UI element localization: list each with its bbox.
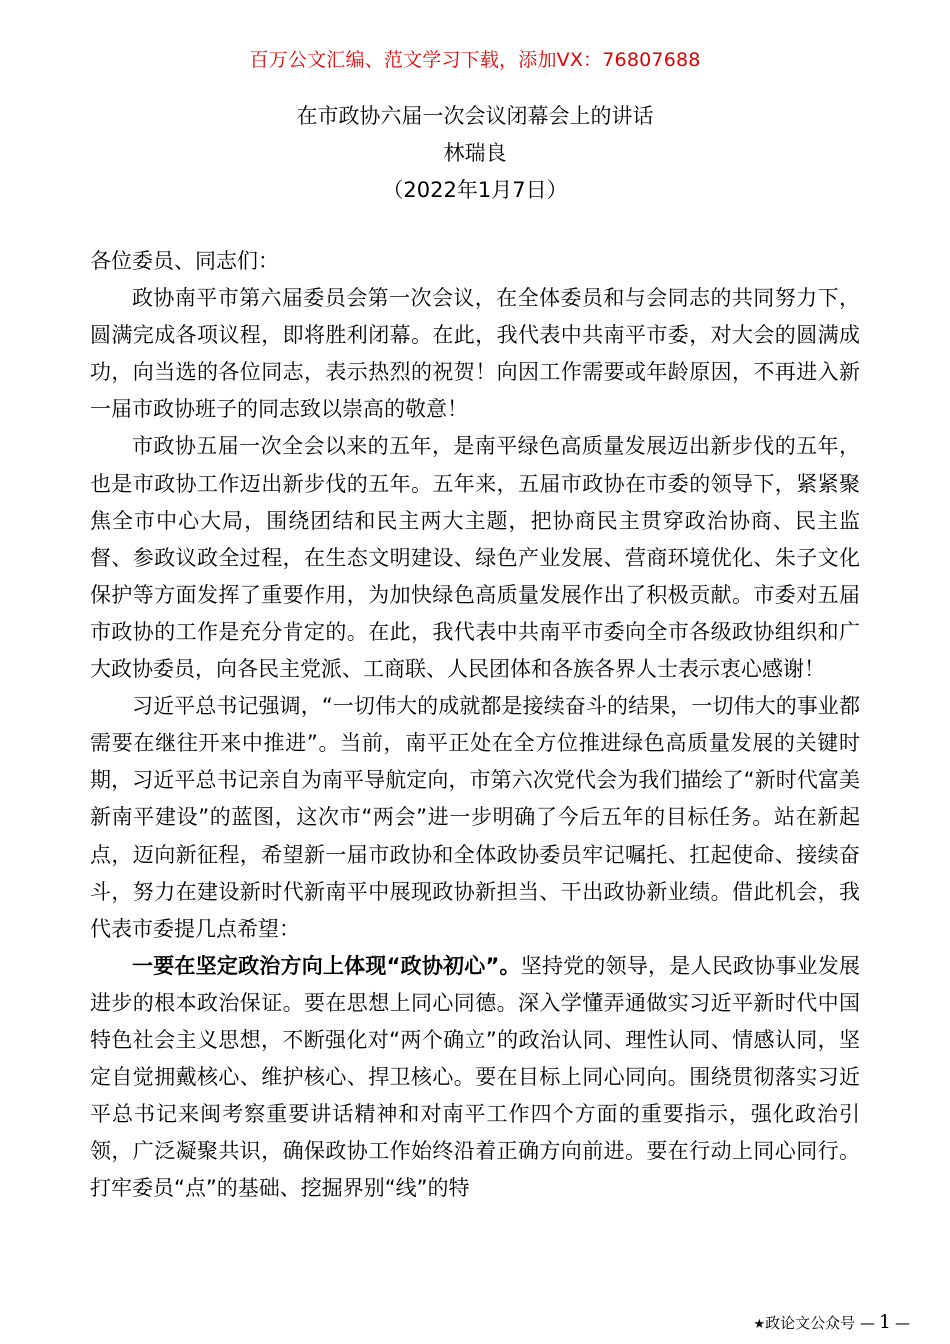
footer-source: 政论文公众号 [765,1314,856,1332]
paragraph-4-text: 坚持党的领导，是人民政协事业发展进步的根本政治保证。要在思想上同心同德。深入学懂弄通做实习近平新时代中国特色社会主义思想，不断强化对“两个确立”的政治认同、理性认同、情感认同，坚定自觉拥戴核心、维护核心、捍卫核心。要在目标上同心同向。围绕贯彻落实习近平总书记来闽考察重要讲话精神和对南平工作四个方面的重要指示，强化政治引领，广泛凝聚共识，确保政协工作始终沿着正确方向前进。要在行动上同心同行。打牢委员“点”的基础、挖掘界别“线”的特 [90,953,860,1201]
page-number: 1 [878,1311,891,1333]
watermark-banner: 百万公文汇编、范文学习下载，添加VX：76807688 [249,49,701,71]
speech-date: （2022年1月7日） [382,178,568,202]
document-header [0,98,950,209]
speech-body [90,243,860,1207]
paragraph-4-heading: 一要在坚定政治方向上体现“政协初心”。 [132,953,521,978]
paragraph-4 [90,948,860,1208]
author-name: 林瑞良 [443,141,507,165]
salutation: 各位委员、同志们： [90,249,279,273]
paragraph-2: 市政协五届一次全会以来的五年，是南平绿色高质量发展迈出新步伐的五年，也是市政协工作迈出新步伐的五年。五年来，五届市政协在市委的领导下，紧紧聚焦全市中心大局，围绕团结和民主两大主题，把协商民主贯穿政治协商、民主监督、参政议政全过程，在生态文明建设、绿色产业发展、营商环境优化、朱子文化保护等方面发挥了重要作用，为加快绿色高质量发展作出了积极贡献。市委对五届市政协的工作是充分肯定的。在此，我代表中共南平市委向全市各级政协组织和广大政协委员，向各民主党派、工商联、人民团体和各族各界人士表示衷心感谢！ [90,434,860,682]
footer-dash-right: — [895,1314,910,1332]
footer-dash-left: — [859,1314,875,1332]
page-title: 在市政协六届一次会议闭幕会上的讲话 [296,104,654,128]
paragraph-3: 习近平总书记强调，“一切伟大的成就都是接续奋斗的结果，一切伟大的事业都需要在继往开来中推进”。当前，南平正处在全方位推进绿色高质量发展的关键时期，习近平总书记亲自为南平导航定向，市第六次党代会为我们描绘了“新时代富美新南平建设”的蓝图，这次市“两会”进一步明确了今后五年的目标任务。站在新起点，迈向新征程，希望新一届市政协和全体政协委员牢记嘱托、扛起使命、接续奋斗，努力在建设新时代新南平中展现政协新担当、干出政协新业绩。借此机会，我代表市委提几点希望： [90,694,860,941]
star-icon: ★ [753,1317,766,1332]
paragraph-1: 政协南平市第六届委员会第一次会议，在全体委员和与会同志的共同努力下，圆满完成各项议程，即将胜利闭幕。在此，我代表中共南平市委，对大会的圆满成功，向当选的各位同志，表示热烈的祝贺！向因工作需要或年龄原因，不再进入新一届市政协班子的同志致以崇高的敬意！ [90,286,860,422]
page-footer [753,1311,910,1336]
